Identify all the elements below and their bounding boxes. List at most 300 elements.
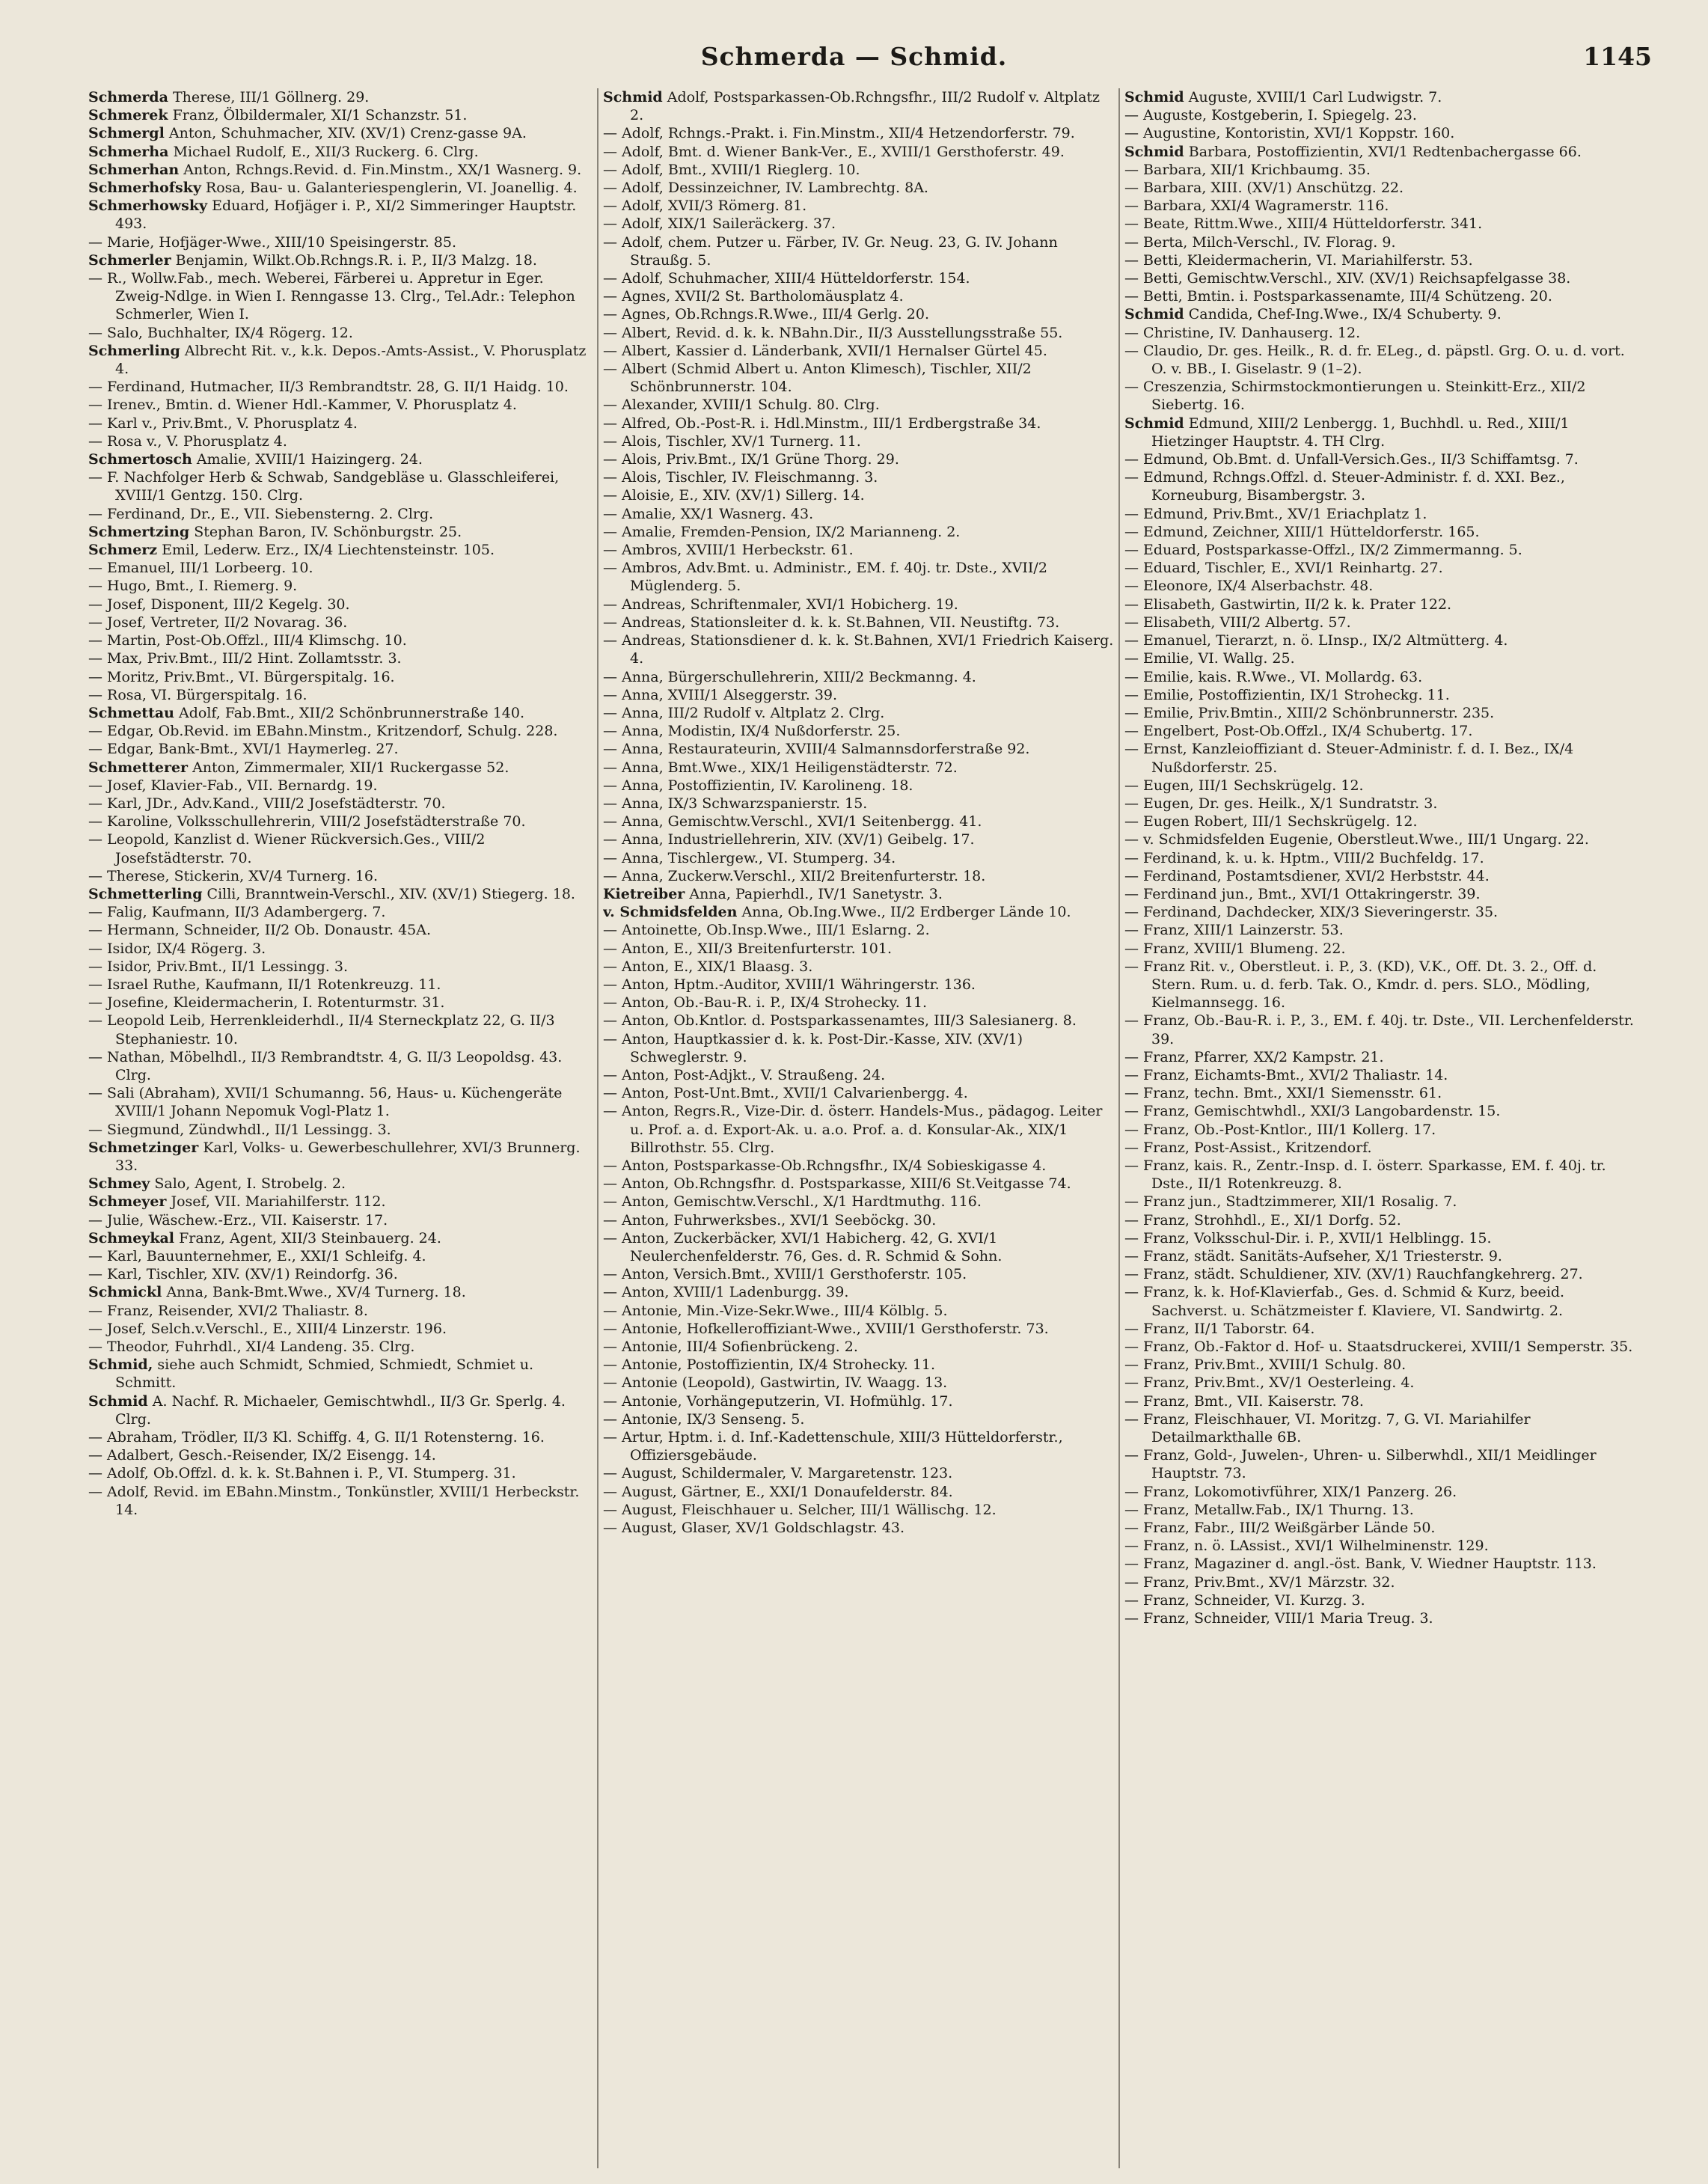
entry-text: Adolf, Bmt. d. Wiener Bank-Ver., E., XVIII/1 Gersthoferstr. 49. <box>622 143 1065 160</box>
entry-dash: — <box>603 994 622 1012</box>
entry-dash: — <box>603 487 622 504</box>
entry-dash: — <box>88 686 108 703</box>
entry-text: Andreas, Stationsdiener d. k. k. St.Bahnen, XVI/1 Friedrich Kaiserg. 4. <box>622 632 1114 667</box>
directory-entry <box>1124 179 1637 197</box>
entry-text: Anna, Ob.Ing.Wwe., II/2 Erdberger Lände 10. <box>741 904 1071 921</box>
entry-text: Emilie, kais. R.Wwe., VI. Mollardg. 63. <box>1143 668 1423 685</box>
entry-text: Ferdinand, Postamtsdiener, XVI/2 Herbststr. 44. <box>1143 867 1490 884</box>
directory-entry <box>1124 1265 1637 1283</box>
entry-text: Leopold, Kanzlist d. Wiener Rückversich.Ges., VIII/2 Josefstädterstr. 70. <box>107 831 486 866</box>
entry-dash: — <box>88 1266 108 1283</box>
entry-text: Isidor, Priv.Bmt., II/1 Lessingg. 3. <box>107 958 348 975</box>
entry-text: Franz, Lokomotivführer, XIX/1 Panzerg. 26. <box>1143 1483 1457 1500</box>
directory-entry <box>88 468 592 504</box>
directory-entry <box>1124 559 1637 577</box>
entry-dash: — <box>603 1229 622 1247</box>
directory-entry <box>1124 958 1637 1012</box>
entry-dash: — <box>1124 704 1144 721</box>
directory-entry <box>1124 1609 1637 1627</box>
entry-text: Amalie, XX/1 Wasnerg. 43. <box>622 505 814 522</box>
entry-surname: Schmey <box>88 1175 150 1193</box>
entry-dash: — <box>603 361 622 378</box>
directory-entry <box>88 1356 592 1392</box>
entry-text: Franz, Gemischtwhdl., XXI/3 Langobardenstr. 15. <box>1143 1103 1501 1120</box>
entry-dash: — <box>88 379 108 396</box>
directory-entry <box>88 596 592 614</box>
entry-text: Israel Ruthe, Kaufmann, II/1 Rotenkreuzg. 11. <box>107 976 441 993</box>
entry-text: Franz, Priv.Bmt., XV/1 Oesterleing. 4. <box>1143 1374 1415 1392</box>
entry-dash: — <box>88 940 108 957</box>
entry-text: Franz, Agent, XII/3 Steinbauerg. 24. <box>179 1229 441 1247</box>
entry-text: Hugo, Bmt., I. Riemerg. 9. <box>107 578 298 595</box>
entry-surname: Schmetterer <box>88 759 189 776</box>
entry-text: Antonie, Postoffizientin, IX/4 Strohecky. 11. <box>622 1356 936 1374</box>
directory-entry <box>88 1265 592 1283</box>
entry-text: Franz, XIII/1 Lainzerstr. 53. <box>1143 922 1344 939</box>
entry-text: Anton, Ob.Rchngsfhr. d. Postsparkasse, XIII/6 St.Veitgasse 74. <box>622 1175 1071 1193</box>
directory-entry <box>1124 940 1637 958</box>
column-divider <box>597 88 599 2168</box>
entry-dash: — <box>88 270 108 287</box>
entry-dash: — <box>603 976 622 993</box>
directory-entry <box>603 1066 1114 1084</box>
entry-surname: Schmerling <box>88 342 180 359</box>
entry-text: Auguste, Kostgeberin, I. Spiegelg. 23. <box>1143 107 1417 124</box>
entry-text: Franz, kais. R., Zentr.-Insp. d. I. österr. Sparkasse, EM. f. 40j. tr. Dste., II/1 Rotenkreuzg. 8. <box>1143 1157 1606 1193</box>
entry-dash: — <box>1124 379 1144 396</box>
entry-text: Anna, Bürgerschullehrerin, XIII/2 Beckmanng. 4. <box>622 668 976 685</box>
directory-entry <box>1124 505 1637 523</box>
entry-dash: — <box>1124 686 1144 703</box>
entry-surname: Schmid <box>88 1392 148 1410</box>
entry-text: Emilie, Postoffizientin, IX/1 Stroheckg. 11. <box>1143 686 1450 703</box>
directory-entry <box>603 305 1114 323</box>
entry-text: Ferdinand, Hutmacher, II/3 Rembrandtstr. 28, G. II/1 Haidg. 10. <box>107 379 569 396</box>
entry-text: Therese, III/1 Göllnerg. 29. <box>172 89 370 105</box>
entry-dash: — <box>88 324 108 341</box>
entry-text: Siegmund, Zündwhdl., II/1 Lessingg. 3. <box>107 1121 391 1138</box>
entry-surname: Kietreiber <box>603 885 685 902</box>
entry-text: Anton, Zimmermaler, XII/1 Ruckergasse 52. <box>192 759 509 776</box>
entry-text: Josefine, Kleidermacherin, I. Rotenturmstr. 31. <box>107 994 445 1012</box>
entry-dash: — <box>1124 1103 1144 1120</box>
entry-dash: — <box>1124 885 1144 902</box>
entry-text: Anna, Restaurateurin, XVIII/4 Salmannsdorferstraße 92. <box>622 741 1030 758</box>
entry-dash: — <box>1124 1447 1144 1464</box>
entry-dash: — <box>603 560 622 577</box>
directory-entry <box>88 1229 592 1247</box>
entry-text: Albrecht Rit. v., k.k. Depos.-Amts-Assist., V. Phorusplatz 4. <box>115 342 587 378</box>
entry-text: Anton, Zuckerbäcker, XVI/1 Habicherg. 42, G. XVI/1 Neulerchenfelderstr. 76, Ges. d. R. Schmid & Sohn. <box>622 1229 1003 1264</box>
entry-text: Franz, Ölbildermaler, XI/1 Schanzstr. 51. <box>172 107 468 124</box>
entry-dash: — <box>603 922 622 939</box>
entry-text: Anton, Rchngs.Revid. d. Fin.Minstm., XX/1 Wasnerg. 9. <box>183 161 582 178</box>
entry-dash: — <box>603 324 622 341</box>
entry-text: Anna, Industriellehrerin, XIV. (XV/1) Geibelg. 17. <box>622 831 975 848</box>
entry-dash: — <box>1124 270 1144 287</box>
directory-entry <box>1124 614 1637 631</box>
entry-text: F. Nachfolger Herb & Schwab, Sandgebläse u. Glasschleiferei, XVIII/1 Gentzg. 150. Clrg. <box>107 469 560 504</box>
entry-dash: — <box>603 1085 622 1102</box>
directory-entry <box>88 1247 592 1265</box>
entry-dash: — <box>88 904 108 921</box>
directory-entry <box>88 795 592 813</box>
directory-entry <box>1124 1139 1637 1157</box>
entry-text: Karoline, Volksschullehrerin, VIII/2 Josefstädterstraße 70. <box>107 813 526 831</box>
entry-text: Adolf, Rchngs.-Prakt. i. Fin.Minstm., XII/4 Hetzendorferstr. 79. <box>622 125 1075 142</box>
directory-entry <box>1124 921 1637 939</box>
entry-dash: — <box>603 632 622 649</box>
entry-text: Martin, Post-Ob.Offzl., III/4 Klimschg. 10. <box>107 632 407 649</box>
entry-dash: — <box>603 542 622 559</box>
directory-entry <box>88 415 592 432</box>
entry-text: Anna, Bmt.Wwe., XIX/1 Heiligenstädterstr. 72. <box>622 759 958 776</box>
directory-entry <box>1124 631 1637 649</box>
directory-entry <box>88 269 592 324</box>
entry-dash: — <box>1124 1520 1144 1537</box>
entry-dash: — <box>88 867 108 884</box>
entry-dash: — <box>603 523 622 540</box>
entry-dash: — <box>603 415 622 432</box>
entry-dash: — <box>1124 233 1144 251</box>
entry-text: Moritz, Priv.Bmt., VI. Bürgerspitalg. 16. <box>107 668 395 685</box>
entry-dash: — <box>1124 469 1144 486</box>
entry-text: Beate, Rittm.Wwe., XIII/4 Hütteldorferstr. 341. <box>1143 215 1483 233</box>
directory-entry <box>603 596 1114 614</box>
directory-entry <box>603 1428 1114 1464</box>
entry-dash: — <box>1124 831 1144 848</box>
entry-text: Ferdinand jun., Bmt., XVI/1 Ottakringerstr. 39. <box>1143 885 1481 902</box>
directory-entry <box>1124 596 1637 614</box>
entry-text: Creszenzia, Schirmstockmontierungen u. Steinkitt-Erz., XII/2 Siebertg. 16. <box>1143 379 1586 414</box>
entry-dash: — <box>603 233 622 251</box>
directory-entry <box>1124 1591 1637 1609</box>
entry-text: Franz, Priv.Bmt., XVIII/1 Schulg. 80. <box>1143 1356 1407 1374</box>
directory-entry <box>1124 1102 1637 1120</box>
entry-dash: — <box>1124 125 1144 142</box>
entry-text: Ferdinand, k. u. k. Hptm., VIII/2 Buchfeldg. 17. <box>1143 849 1484 866</box>
directory-entry <box>603 1157 1114 1175</box>
entry-text: Josef, Vertreter, II/2 Novarag. 36. <box>107 614 348 631</box>
directory-entry <box>1124 1066 1637 1084</box>
entry-dash: — <box>603 1392 622 1410</box>
entry-text: Adolf, Bmt., XVIII/1 Rieglerg. 10. <box>622 161 860 178</box>
entry-text: Eugen, Dr. ges. Heilk., X/1 Sundratstr. 3. <box>1143 795 1438 812</box>
directory-entry <box>88 1464 592 1482</box>
entry-surname: Schmerhofsky <box>88 180 201 197</box>
entry-dash: — <box>603 1030 622 1047</box>
directory-entry <box>1124 668 1637 686</box>
directory-entry <box>88 1320 592 1338</box>
entry-dash: — <box>88 397 108 414</box>
entry-surname: Schmerler <box>88 251 171 269</box>
directory-entry <box>603 124 1114 142</box>
entry-text: Elisabeth, Gastwirtin, II/2 k. k. Prater 122. <box>1143 596 1452 613</box>
directory-entry <box>88 1283 592 1301</box>
entry-dash: — <box>1124 904 1144 921</box>
directory-entry <box>603 415 1114 432</box>
entry-dash: — <box>1124 1121 1144 1138</box>
entry-dash: — <box>603 1266 622 1283</box>
directory-entry <box>603 1030 1114 1066</box>
entry-dash: — <box>1124 1356 1144 1374</box>
entry-text: Anna, Gemischtw.Verschl., XVI/1 Seitenbergg. 41. <box>622 813 982 831</box>
entry-dash: — <box>1124 1085 1144 1102</box>
entry-text: Elisabeth, VIII/2 Albertg. 57. <box>1143 614 1351 631</box>
entry-text: Franz, Ob.-Bau-R. i. P., 3., EM. f. 40j. tr. Dste., VII. Lerchenfelderstr. 39. <box>1143 1012 1634 1047</box>
directory-entry <box>603 777 1114 795</box>
directory-entry <box>88 1193 592 1211</box>
directory-entry <box>88 831 592 866</box>
directory-entry <box>88 704 592 722</box>
directory-entry <box>603 831 1114 848</box>
directory-entry <box>1124 1229 1637 1247</box>
directory-entry <box>88 1211 592 1229</box>
entry-text: Franz, Eichamts-Bmt., XVI/2 Thaliastr. 14. <box>1143 1066 1448 1083</box>
directory-entry <box>1124 1555 1637 1573</box>
entry-text: Rosa, VI. Bürgerspitalg. 16. <box>107 686 307 703</box>
directory-entry <box>88 1302 592 1320</box>
entry-dash: — <box>88 976 108 993</box>
entry-dash: — <box>603 1211 622 1229</box>
entry-text: Anna, XVIII/1 Alseggerstr. 39. <box>622 686 838 703</box>
entry-surname: Schmid <box>1124 415 1184 432</box>
column-1 <box>88 88 592 2168</box>
entry-text: Agnes, XVII/2 St. Bartholomäusplatz 4. <box>622 288 904 305</box>
directory-entry <box>88 161 592 179</box>
entry-text: Anton, Versich.Bmt., XVIII/1 Gersthoferstr. 105. <box>622 1266 967 1283</box>
entry-dash: — <box>603 451 622 468</box>
entry-text: Anna, Tischlergew., VI. Stumperg. 34. <box>622 849 896 866</box>
entry-text: Stephan Baron, IV. Schönburgstr. 25. <box>194 523 462 540</box>
directory-entry <box>603 1320 1114 1338</box>
directory-entry <box>88 1084 592 1120</box>
directory-entry <box>603 921 1114 939</box>
directory-entry <box>88 614 592 631</box>
entry-dash: — <box>603 143 622 160</box>
directory-entry <box>603 614 1114 631</box>
directory-entry <box>1124 450 1637 468</box>
entry-dash: — <box>1124 922 1144 939</box>
entry-text: Antonie (Leopold), Gastwirtin, IV. Waagg. 13. <box>622 1374 948 1392</box>
entry-dash: — <box>88 1483 108 1500</box>
directory-entry <box>1124 831 1637 848</box>
column-3 <box>1124 88 1637 2168</box>
directory-entry <box>603 523 1114 541</box>
directory-entry <box>603 1012 1114 1030</box>
entry-dash: — <box>603 1465 622 1482</box>
entry-dash: — <box>603 849 622 866</box>
entry-text: Antonie, Min.-Vize-Sekr.Wwe., III/4 Kölblg. 5. <box>622 1302 948 1319</box>
entry-text: siehe auch Schmidt, Schmied, Schmiedt, Schmiet u. Schmitt. <box>115 1356 534 1392</box>
entry-dash: — <box>88 958 108 975</box>
directory-entry <box>1124 1247 1637 1265</box>
entry-text: Franz, Metallw.Fab., IX/1 Thurng. 13. <box>1143 1501 1414 1518</box>
entry-text: Albert (Schmid Albert u. Anton Klimesch), Tischler, XII/2 Schönbrunnerstr. 104. <box>622 361 1032 396</box>
directory-entry <box>88 1483 592 1519</box>
directory-entry <box>88 505 592 523</box>
entry-dash: — <box>1124 107 1144 124</box>
directory-entry <box>603 287 1114 305</box>
entry-text: Franz, Pfarrer, XX/2 Kampstr. 21. <box>1143 1048 1384 1065</box>
entry-text: Barbara, Postoffizientin, XVI/1 Redtenbachergasse 66. <box>1188 143 1582 160</box>
entry-dash: — <box>1124 1066 1144 1083</box>
entry-text: Nathan, Möbelhdl., II/3 Rembrandtstr. 4, G. II/3 Leopoldsg. 43. Clrg. <box>107 1048 563 1083</box>
entry-dash: — <box>88 1048 108 1065</box>
entry-text: Franz, Post-Assist., Kritzendorf. <box>1143 1139 1372 1156</box>
directory-entry <box>603 1392 1114 1410</box>
entry-dash: — <box>1124 650 1144 667</box>
entry-text: Anna, Papierhdl., IV/1 Sanetystr. 3. <box>689 885 943 902</box>
directory-entry <box>88 577 592 595</box>
entry-dash: — <box>603 306 622 323</box>
entry-dash: — <box>1124 1266 1144 1283</box>
directory-entry <box>603 631 1114 667</box>
directory-entry <box>1124 305 1637 323</box>
entry-dash: — <box>603 1066 622 1083</box>
entry-text: Franz, Strohhdl., E., XI/1 Dorfg. 52. <box>1143 1211 1401 1229</box>
entry-dash: — <box>603 161 622 178</box>
entry-dash: — <box>1124 741 1144 758</box>
directory-entry <box>88 649 592 667</box>
entry-text: Franz, städt. Schuldiener, XIV. (XV/1) Rauchfangkehrerg. 27. <box>1143 1266 1583 1283</box>
entry-dash: — <box>1124 1538 1144 1555</box>
directory-entry <box>1124 124 1637 142</box>
entry-text: Benjamin, Wilkt.Ob.Rchngs.R. i. P., II/3 Malzg. 18. <box>175 251 537 269</box>
entry-dash: — <box>1124 251 1144 269</box>
entry-dash: — <box>1124 542 1144 559</box>
entry-dash: — <box>88 560 108 577</box>
directory-entry <box>1124 1356 1637 1374</box>
directory-entry <box>88 740 592 758</box>
entry-dash: — <box>88 469 108 486</box>
entry-dash: — <box>1124 1339 1144 1356</box>
entry-text: Edmund, Rchngs.Offzl. d. Steuer-Administr. f. d. XXI. Bez., Korneuburg, Bisambergstr. 3. <box>1143 469 1565 504</box>
entry-dash: — <box>603 813 622 831</box>
entry-dash: — <box>88 723 108 740</box>
directory-entry <box>88 1012 592 1047</box>
entry-dash: — <box>603 288 622 305</box>
entry-text: Franz, Volksschul-Dir. i. P., XVII/1 Helblingg. 15. <box>1143 1229 1492 1247</box>
directory-entry <box>603 432 1114 450</box>
entry-text: Adolf, XIX/1 Saileräckerg. 37. <box>622 215 836 233</box>
entry-dash: — <box>88 1085 108 1102</box>
page-header <box>0 42 1708 87</box>
entry-dash: — <box>603 270 622 287</box>
directory-entry <box>1124 1410 1637 1446</box>
directory-entry <box>88 541 592 559</box>
entry-text: R., Wollw.Fab., mech. Weberei, Färberei u. Appretur in Eger. Zweig-Ndlge. in Wien I. Renngasse 13. Clrg., Tel.Adr.: Telephon Schmerler, Wien I. <box>107 270 575 323</box>
entry-dash: — <box>603 668 622 685</box>
page-number: 1145 <box>1583 42 1652 71</box>
directory-entry <box>88 885 592 903</box>
directory-entry <box>1124 251 1637 269</box>
entry-surname: Schmerz <box>88 542 158 559</box>
entry-text: Aloisie, E., XIV. (XV/1) Sillerg. 14. <box>622 487 865 504</box>
entry-dash: — <box>1124 523 1144 540</box>
entry-text: Alois, Tischler, XV/1 Turnerg. 11. <box>622 432 861 450</box>
directory-entry <box>1124 1374 1637 1392</box>
entry-dash: — <box>603 723 622 740</box>
directory-entry <box>603 722 1114 740</box>
entry-dash: — <box>88 1320 108 1337</box>
entry-text: Franz, II/1 Taborstr. 64. <box>1143 1320 1315 1337</box>
entry-text: Anton, Ob.Kntlor. d. Postsparkassenamtes, III/3 Salesianerg. 8. <box>622 1012 1077 1030</box>
entry-surname: Schmid <box>1124 89 1184 105</box>
entry-text: Ambros, XVIII/1 Herbeckstr. 61. <box>622 542 854 559</box>
entry-dash: — <box>1124 1610 1144 1627</box>
directory-entry <box>1124 88 1637 106</box>
directory-entry <box>88 342 592 378</box>
directory-entry <box>1124 1501 1637 1519</box>
entry-text: Antoinette, Ob.Insp.Wwe., III/1 Eslarng. 2. <box>622 922 930 939</box>
directory-entry <box>1124 1483 1637 1501</box>
entry-dash: — <box>88 415 108 432</box>
entry-text: Anton, Postsparkasse-Ob.Rchngsfhr., IX/4 Sobieskigasse 4. <box>622 1157 1047 1174</box>
directory-entry <box>1124 740 1637 776</box>
directory-entry <box>88 396 592 414</box>
entry-dash: — <box>1124 1139 1144 1156</box>
directory-entry <box>1124 704 1637 722</box>
entry-dash: — <box>88 795 108 812</box>
directory-entry <box>88 559 592 577</box>
entry-dash: — <box>1124 505 1144 522</box>
directory-entry <box>1124 415 1637 450</box>
directory-entry <box>1124 1048 1637 1066</box>
entry-dash: — <box>1124 1556 1144 1573</box>
entry-text: Adolf, Ob.Offzl. d. k. k. St.Bahnen i. P., VI. Stumperg. 31. <box>107 1465 516 1482</box>
entry-text: Karl, Tischler, XIV. (XV/1) Reindorfg. 36. <box>107 1266 398 1283</box>
entry-text: Karl, Bauunternehmer, E., XXI/1 Schleifg. 4. <box>107 1248 426 1264</box>
entry-text: Eleonore, IX/4 Alserbachstr. 48. <box>1143 578 1374 595</box>
directory-entry <box>1124 1157 1637 1193</box>
entry-text: Alois, Tischler, IV. Fleischmanng. 3. <box>622 469 878 486</box>
directory-entry <box>603 1374 1114 1392</box>
entry-text: Abraham, Trödler, II/3 Kl. Schiffg. 4, G. II/1 Rotensterng. 16. <box>107 1429 545 1446</box>
directory-entry <box>603 1501 1114 1519</box>
entry-dash: — <box>1124 614 1144 631</box>
entry-surname: Schmettau <box>88 704 174 721</box>
directory-entry <box>1124 1012 1637 1047</box>
directory-entry <box>1124 324 1637 342</box>
entry-text: Auguste, XVIII/1 Carl Ludwigstr. 7. <box>1188 89 1442 105</box>
entry-text: Emanuel, Tierarzt, n. ö. LInsp., IX/2 Altmütterg. 4. <box>1143 632 1508 649</box>
entry-dash: — <box>603 469 622 486</box>
entry-text: Josef, VII. Mariahilferstr. 112. <box>171 1193 386 1211</box>
entry-dash: — <box>88 632 108 649</box>
entry-text: Adolf, Fab.Bmt., XII/2 Schönbrunnerstraße 140. <box>179 704 525 721</box>
entry-text: Irenev., Bmtin. d. Wiener Hdl.-Kammer, V. Phorusplatz 4. <box>107 397 517 414</box>
entry-text: Anton, Regrs.R., Vize-Dir. d. österr. Handels-Mus., pädagog. Leiter u. Prof. a. d. Export-Ak. u. a.o. Prof. a. d. Konsular-Ak., XIX/1 Billrothstr. 55. Clrg. <box>622 1103 1103 1156</box>
entry-text: Adalbert, Gesch.-Reisender, IX/2 Eisengg. 14. <box>107 1447 436 1464</box>
entry-dash: — <box>1124 723 1144 740</box>
directory-entry <box>603 1519 1114 1537</box>
directory-entry <box>1124 342 1637 378</box>
entry-text: Franz, Gold-, Juwelen-, Uhren- u. Silberwhdl., XII/1 Meidlinger Hauptstr. 73. <box>1143 1447 1597 1482</box>
directory-entry <box>603 450 1114 468</box>
entry-dash: — <box>1124 958 1144 975</box>
entry-text: Franz, Ob.-Post-Kntlor., III/1 Kollerg. 17. <box>1143 1121 1436 1138</box>
entry-text: Edmund, Zeichner, XIII/1 Hütteldorferstr. 165. <box>1143 523 1480 540</box>
entry-text: Franz, Fleischhauer, VI. Moritzg. 7, G. VI. Mariahilfer Detailmarkthalle 6B. <box>1143 1410 1531 1446</box>
directory-entry <box>1124 1121 1637 1139</box>
entry-dash: — <box>603 1175 622 1193</box>
directory-entry <box>1124 1338 1637 1356</box>
directory-entry <box>1124 197 1637 215</box>
entry-surname: v. Schmidsfelden <box>603 904 738 921</box>
entry-dash: — <box>1124 1012 1144 1030</box>
directory-entry <box>88 903 592 921</box>
